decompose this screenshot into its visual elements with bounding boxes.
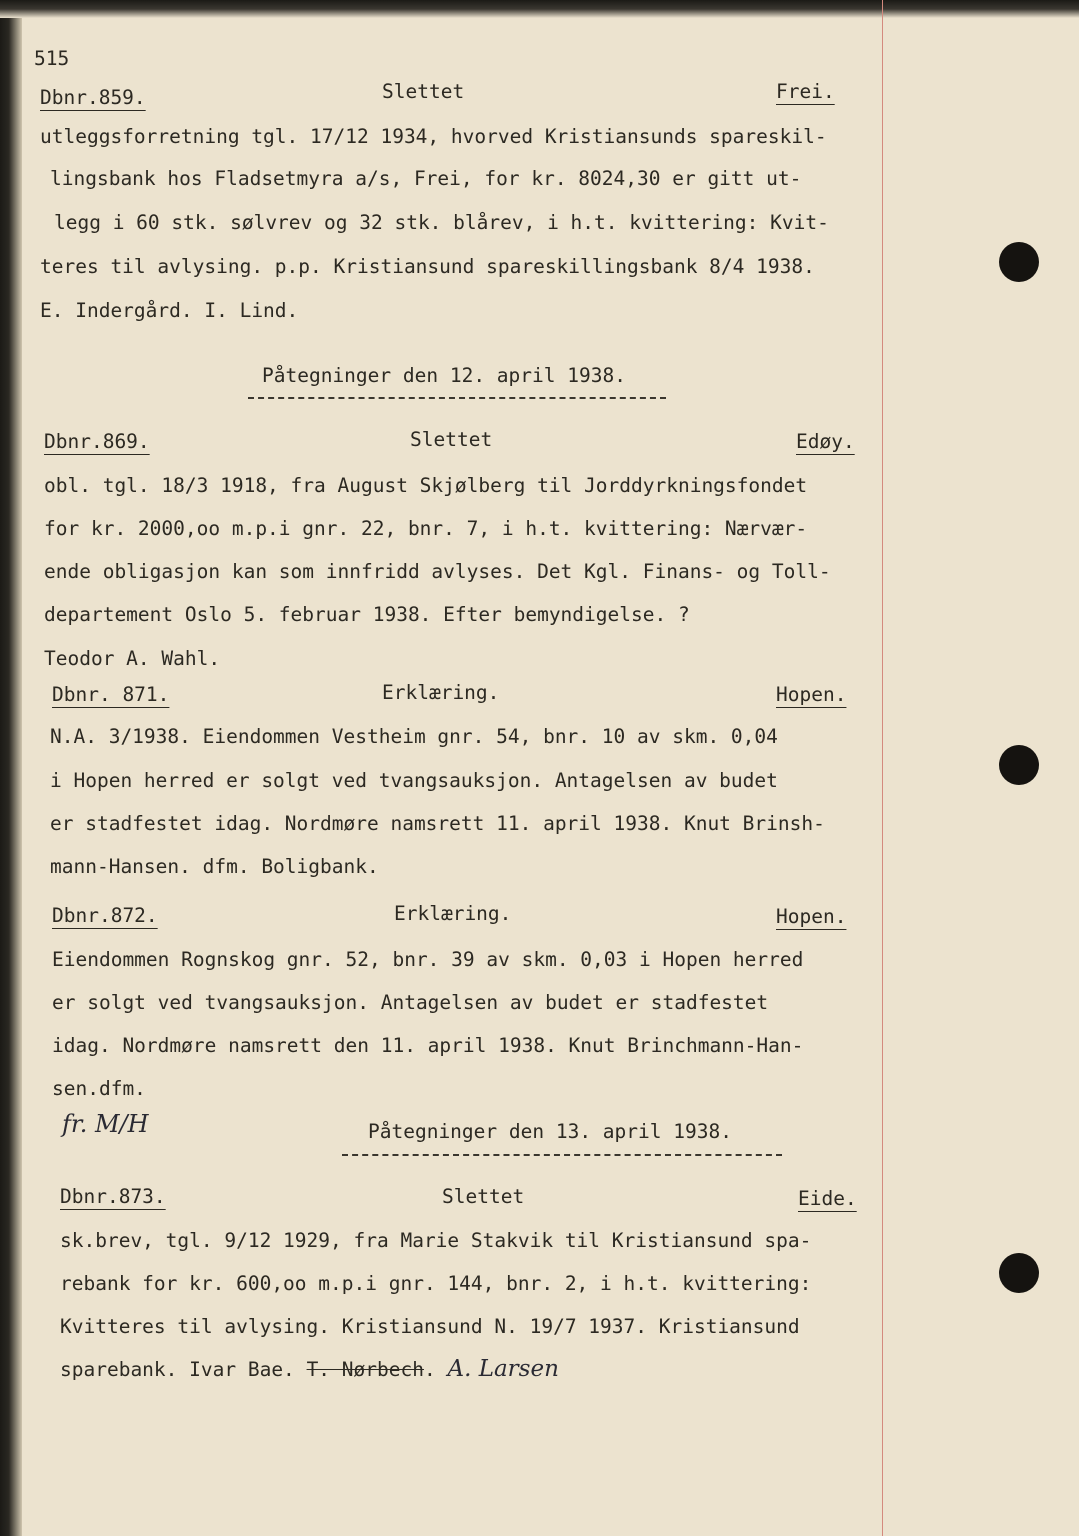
- heading-dashed-rule: [342, 1154, 782, 1156]
- entry-dbnr: Dbnr.873.: [60, 1185, 166, 1208]
- entry-line: teres til avlysing. p.p. Kristiansund spareskillingsbank 8/4 1938.: [40, 255, 815, 278]
- section-heading: Påtegninger den 13. april 1938.: [368, 1120, 732, 1143]
- struck-name: T. Nørbech: [306, 1358, 424, 1381]
- entry-dbnr: Dbnr.859.: [40, 86, 146, 109]
- page-number: 515: [34, 47, 70, 70]
- margin-rule: [882, 0, 883, 1536]
- entry-line: utleggsforretning tgl. 17/12 1934, hvorved Kristiansunds spareskil-: [40, 125, 827, 148]
- entry-type: Erklæring.: [382, 681, 500, 704]
- entry-last-line: [60, 1357, 559, 1382]
- entry-place: Hopen.: [776, 905, 847, 928]
- entry-line: legg i 60 stk. sølvrev og 32 stk. blårev, i h.t. kvittering: Kvit-: [54, 211, 829, 234]
- entry-line: rebank for kr. 600,oo m.p.i gnr. 144, bnr. 2, i h.t. kvittering:: [60, 1272, 812, 1295]
- handwritten-signature: A. Larsen: [447, 1356, 559, 1382]
- entry-type: Slettet: [410, 428, 493, 451]
- entry-line: ende obligasjon kan som innfridd avlyses. Det Kgl. Finans- og Toll-: [44, 560, 831, 583]
- entry-line: Teodor A. Wahl.: [44, 647, 221, 670]
- entry-line: i Hopen herred er solgt ved tvangsauksjon. Antagelsen av budet: [50, 769, 778, 792]
- heading-dashed-rule: [248, 397, 666, 399]
- page-top-shadow: [0, 0, 1079, 18]
- entry-line: Kvitteres til avlysing. Kristiansund N. 19/7 1937. Kristiansund: [60, 1315, 800, 1338]
- entry-punctuation: .: [423, 1358, 436, 1381]
- punch-hole: [999, 242, 1039, 282]
- entry-type: Slettet: [382, 80, 465, 103]
- entry-line: E. Indergård. I. Lind.: [40, 299, 299, 322]
- entry-dbnr: Dbnr.869.: [44, 430, 150, 453]
- entry-dbnr: Dbnr.872.: [52, 904, 158, 927]
- section-heading: Påtegninger den 12. april 1938.: [262, 364, 626, 387]
- punch-hole: [999, 1253, 1039, 1293]
- entry-line: sen.dfm.: [52, 1077, 146, 1100]
- entry-line: for kr. 2000,oo m.p.i gnr. 22, bnr. 7, i h.t. kvittering: Nærvær-: [44, 517, 808, 540]
- entry-line: obl. tgl. 18/3 1918, fra August Skjølberg til Jorddyrkningsfondet: [44, 474, 808, 497]
- page-edge-shadow: [0, 0, 22, 1536]
- entry-place: Hopen.: [776, 683, 847, 706]
- entry-line: idag. Nordmøre namsrett den 11. april 1938. Knut Brinchmann-Han-: [52, 1034, 804, 1057]
- entry-place: Frei.: [776, 80, 835, 103]
- entry-line: Eiendommen Rognskog gnr. 52, bnr. 39 av skm. 0,03 i Hopen herred: [52, 948, 804, 971]
- entry-line: er stadfestet idag. Nordmøre namsrett 11. april 1938. Knut Brinsh-: [50, 812, 825, 835]
- entry-place: Eide.: [798, 1187, 857, 1210]
- entry-type: Erklæring.: [394, 902, 512, 925]
- punch-hole: [999, 745, 1039, 785]
- entry-line: N.A. 3/1938. Eiendommen Vestheim gnr. 54, bnr. 10 av skm. 0,04: [50, 725, 778, 748]
- entry-line: departement Oslo 5. februar 1938. Efter bemyndigelse. ?: [44, 603, 690, 626]
- entry-line: sparebank. Ivar Bae.: [60, 1358, 295, 1381]
- entry-line: mann-Hansen. dfm. Boligbank.: [50, 855, 379, 878]
- entry-type: Slettet: [442, 1185, 525, 1208]
- entry-place: Edøy.: [796, 430, 855, 453]
- handwritten-initials: fr. M/H: [62, 1110, 149, 1138]
- entry-line: lingsbank hos Fladsetmyra a/s, Frei, for kr. 8024,30 er gitt ut-: [50, 167, 802, 190]
- entry-line: er solgt ved tvangsauksjon. Antagelsen av budet er stadfestet: [52, 991, 769, 1014]
- entry-line: sk.brev, tgl. 9/12 1929, fra Marie Stakvik til Kristiansund spa-: [60, 1229, 812, 1252]
- entry-dbnr: Dbnr. 871.: [52, 683, 170, 706]
